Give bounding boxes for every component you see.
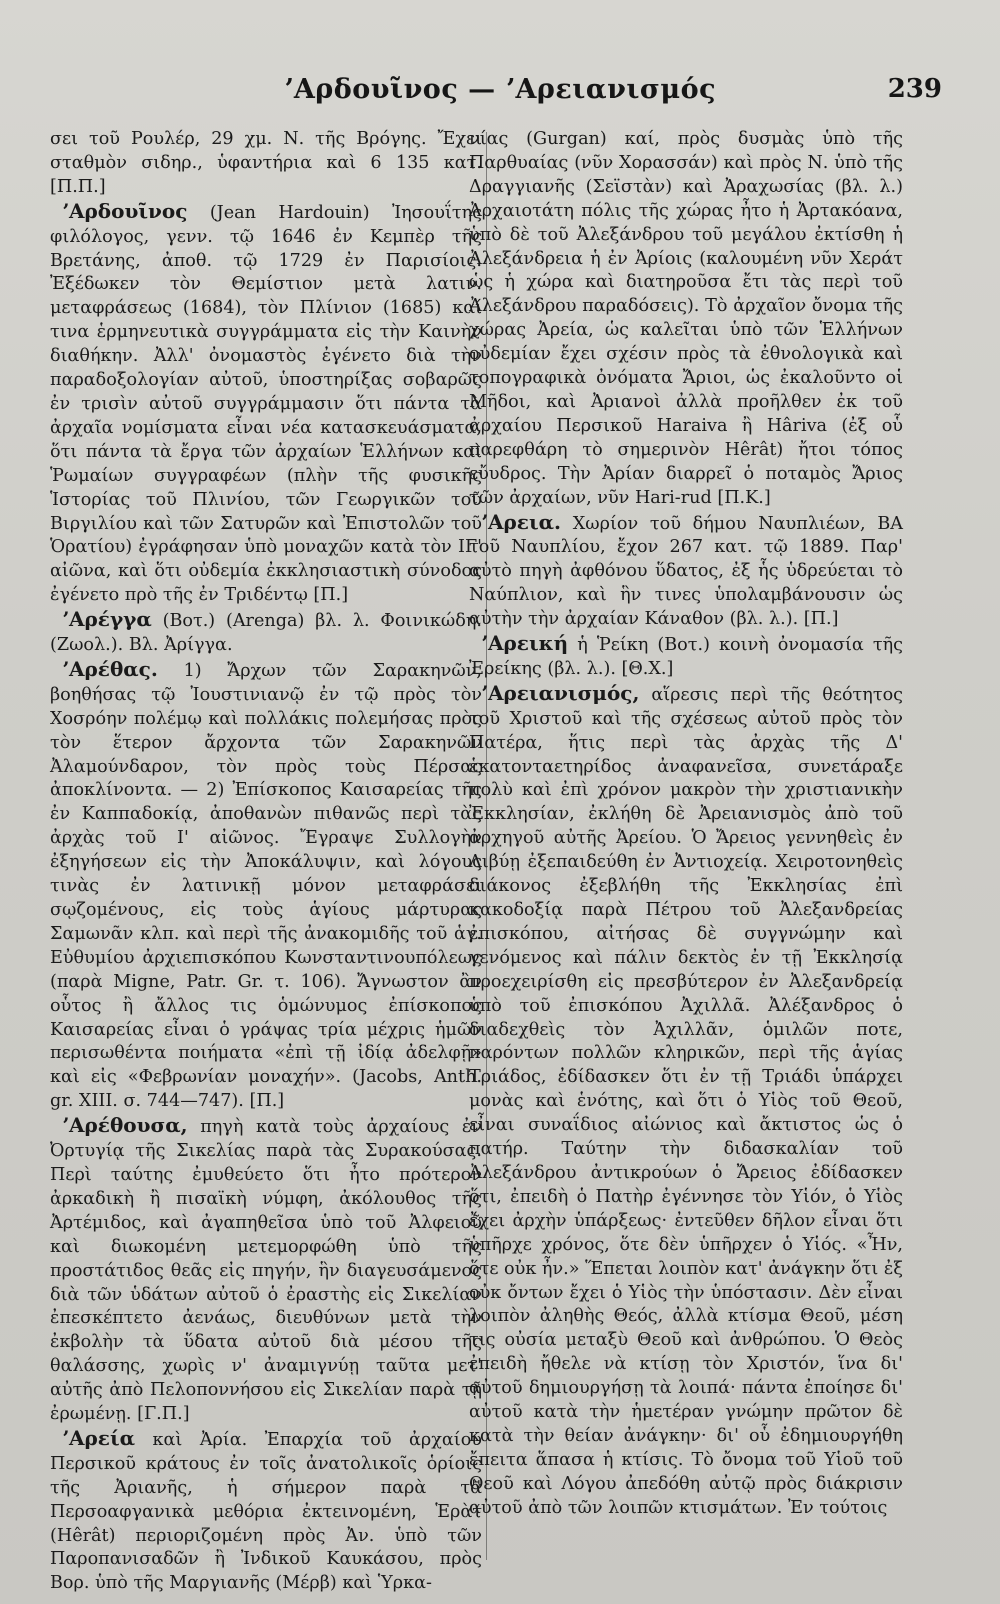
entry-headword: ʼΑρδουῖνος [62, 198, 188, 223]
entry-text: ἡ Ῥείκη (Βοτ.) κοινὴ ὀνομασία τῆς Ἐρείκης (βλ. λ.). [Θ.Χ.] [469, 635, 903, 679]
page-header [40, 74, 960, 110]
entry-headword: ʼΑρειανισμός, [481, 680, 640, 705]
running-head: ʼΑρδουῖνος — ʼΑρειανισμός [283, 74, 717, 105]
dictionary-entry [469, 511, 903, 633]
entry-headword: ʼΑρέγγα [62, 607, 152, 632]
entry-text: (Jean Hardouin) Ἰησουΐτης φιλόλογος, γενν. τῷ 1646 ἐν Κεμπὲρ τῆς Βρετάνης, ἀποθ. τῷ 1729 ἐν Παρισίοις. Ἐξέδωκεν τὸν Θεμίστιον μετὰ λατιν. μεταφράσεως (1684), τὸν Πλίνιον (1685) καί τινα ἑρμηνευτικὰ συγγράμματα εἰς τὴν Καινὴν διαθήκην. Ἀλλ' ὀνομαστὸς ἐγένετο διὰ τὴν παραδοξολογίαν αὐτοῦ, ὑποστηρίξας σοβαρῶς ἐν τρισὶν αὐτοῦ συγγράμμασιν ὅτι πάντα τὰ ἀρχαῖα νομίσματα εἶναι νέα κατασκευάσματα, ὅτι πάντα τὰ ἔργα τῶν ἀρχαίων Ἑλλήνων καὶ Ῥωμαίων συγγραφέων (πλὴν τῆς φυσικῆς Ἱστορίας τοῦ Πλινίου, τῶν Γεωργικῶν τοῦ Βιργιλίου καὶ τῶν Σατυρῶν καὶ Ἐπιστολῶν τοῦ Ὁρατίου) ἐγράφησαν ὑπὸ μοναχῶν κατὰ τὸν ΙΓ' αἰῶνα, καὶ ὅτι οὐδεμία ἐκκλησιαστικὴ σύνοδος ἐγένετο πρὸ τῆς ἐν Τριδέντῳ [Π.] [50, 202, 483, 606]
entry-text: πηγὴ κατὰ τοὺς ἀρχαίους ἐν Ὀρτυγίᾳ τῆς Σικελίας παρὰ τὰς Συρακούσας. Περὶ ταύτης ἐμυθεύετο ὅτι ἦτο πρότερον ἀρκαδικὴ ἢ πισαϊκὴ νύμφη, ἀκόλουθος τῆς Ἀρτέμιδος, καὶ ἀγαπηθεῖσα ὑπὸ τοῦ Ἀλφειοῦ καὶ διωκομένη μετεμορφώθη ὑπὸ τῆς προστάτιδος θεᾶς εἰς πηγήν, ἣν διαγευσάμενος διὰ τῶν ὑδάτων αὐτοῦ ὁ ἐραστὴς εἰς Σικελίαν ἐπεσκέπτετο ἀενάως, διευθύνων μετὰ τὴν ἐκβολὴν τὰ ὕδατα αὐτοῦ διὰ μέσου τῆς θαλάσσης, χωρὶς ν' ἀναμιγνύῃ ταῦτα μετ' αὐτῆς ἀπὸ Πελοποννήσου εἰς Σικελίαν παρὰ τῇ ἐρωμένῃ. [Γ.Π.] [50, 1117, 483, 1425]
entry-text: 1) Ἄρχων τῶν Σαρακηνῶν, βοηθήσας τῷ Ἰουστινιανῷ ἐν τῷ πρὸς τὸν Χοσρόην πολέμῳ καὶ πολλάκις πολεμήσας πρὸς τὸν ἕτερον ἄρχοντα τῶν Σαρακηνῶν Ἀλαμούνδαρον, τὸν πρὸς τοὺς Πέρσας ἀποκλίνοντα. — 2) Ἐπίσκοπος Καισαρείας τῆς ἐν Καππαδοκίᾳ, ἀποθανὼν πιθανῶς περὶ τὰς ἀρχὰς τοῦ Ι' αἰῶνος. Ἔγραψε Συλλογὴν ἐξηγήσεων εἰς τὴν Ἀποκάλυψιν, καὶ λόγους τινὰς ἐν λατινικῇ μόνον μεταφράσει σῳζομένους, εἰς τοὺς ἁγίους μάρτυρας Σαμωνᾶν κλπ. καὶ περὶ τῆς ἀνακομιδῆς τοῦ ἁγ. Εὐθυμίου ἀρχιεπισκόπου Κωνσταντινουπόλεως (παρὰ Migne, Patr. Gr. τ. 106). Ἄγνωστον ἂν οὗτος ἢ ἄλλος τις ὁμώνυμος ἐπίσκοπος Καισαρείας εἶναι ὁ γράψας τρία μέχρις ἡμῶν περισωθέντα ποιήματα «ἐπὶ τῇ ἰδίᾳ ἀδελφῇ» καὶ εἰς «Φεβρωνίαν μοναχήν». (Jacobs, Anth. gr. XIII. σ. 744—747). [Π.] [50, 660, 482, 1112]
entry-text: (Βοτ.) (Arenga) βλ. λ. Φοινικώδη. (Ζωολ.). Βλ. Ἀρίγγα. [50, 611, 482, 656]
dictionary-entry [469, 632, 903, 682]
dictionary-entry [50, 200, 482, 608]
entry-headword: ʼΑρεική [481, 631, 569, 656]
continued-entry-text: σει τοῦ Ρουλέρ, 29 χμ. Ν. τῆς Βρόγης. Ἔχει σταθμὸν σιδηρ., ὑφαντήρια καὶ 6 135 κατ. [Π.Π.] [50, 129, 482, 197]
dictionary-entry [469, 682, 903, 1521]
left-column [50, 128, 482, 1596]
entry-headword: ʼΑρέθουσα, [62, 1113, 188, 1138]
page-number: 239 [887, 74, 942, 104]
entry-headword: ʼΑρεια. [481, 509, 561, 534]
entry-text: Χωρίον τοῦ δήμου Ναυπλιέων, ΒΑ τοῦ Ναυπλίου, ἔχον 267 κατ. τῷ 1889. Παρ' αὐτὸ πηγὴ ἀφθόνου ὕδατος, ἐξ ἧς ὑδρεύεται τὸ Ναύπλιον, καὶ ἣν τινες ὑπολαμβάνουσιν ὡς αὐτὴν τὴν ἀρχαίαν Κάναθον (βλ. λ.). [Π.] [469, 513, 904, 630]
entry-text: καὶ Ἀρία. Ἐπαρχία τοῦ ἀρχαίου Περσικοῦ κράτους ἐν τοῖς ἀνατολικοῖς ὁρίοις τῆς Ἀριανῆς, ἡ σήμερον παρὰ τὰ Περσοαφγανικὰ μεθόρια ἐκτεινομένη, Ἑρὰτ (Hêrât) περιοριζομένη πρὸς Ἀν. ὑπὸ τῶν Παροπανισαδῶν ἢ Ἰνδικοῦ Καυκάσου, πρὸς Βορ. ὑπὸ τῆς Μαργιανῆς (Μέρβ) καὶ Ὑρκα- [50, 1429, 482, 1594]
dictionary-entry [50, 658, 482, 1114]
dictionary-entry [50, 1114, 482, 1427]
continued-entry-text: νίας (Gurgan) καί, πρὸς δυσμὰς ὑπὸ τῆς Παρθυαίας (νῦν Χορασσάν) καὶ πρὸς Ν. ὑπὸ τῆς Δραγγιανῆς (Σεϊστὰν) καὶ Ἀραχωσίας (βλ. λ.) Ἀρχαιοτάτη πόλις τῆς χώρας ἦτο ἡ Ἀρτακόανα, ὑπὸ δὲ τοῦ Ἀλεξάνδρου τοῦ μεγάλου ἐκτίσθη ἡ Ἀλεξάνδρεια ἡ ἐν Ἀρίοις (καλουμένη νῦν Χεράτ ὡς ἡ χώρα καὶ διατηροῦσα ἔτι τὰς περὶ τοῦ Ἀλεξάνδρου παραδόσεις). Τὸ ἀρχαῖον ὄνομα τῆς χώρας Ἀρεία, ὡς καλεῖται ὑπὸ τῶν Ἑλλήνων οὐδεμίαν ἔχει σχέσιν πρὸς τὰ ἐθνολογικὰ καὶ τοπογραφικὰ ὀνόματα Ἄριοι, ὡς ἐκαλοῦντο οἱ Μῆδοι, καὶ Ἀριανοὶ ἀλλὰ προῆλθεν ἐκ τοῦ ἀρχαίου Περσικοῦ Haraiva ἢ Hâriva (ἐξ οὗ παρεφθάρη τὸ σημερινὸν Hêrât) ἤτοι τόπος εὔυδρος. Τὴν Ἀρίαν διαρρεῖ ὁ ποταμὸς Ἄριος τῶν ἀρχαίων, νῦν Hari-rud [Π.Κ.] [469, 129, 903, 508]
right-column [469, 128, 903, 1521]
dictionary-entry [50, 1427, 482, 1596]
entry-text: αἵρεσις περὶ τῆς θεότητος τοῦ Χριστοῦ καὶ τῆς σχέσεως αὐτοῦ πρὸς τὸν Πατέρα, ἥτις περὶ τὰς ἀρχὰς τῆς Δ' ἑκατονταετηρίδος ἀναφανεῖσα, συνετάραξε πολὺ καὶ ἐπὶ χρόνον μακρὸν τὴν χριστιανικὴν Ἐκκλησίαν, ἐκλήθη δὲ Ἀρειανισμὸς ἀπὸ τοῦ ἀρχηγοῦ αὐτῆς Ἀρείου. Ὁ Ἄρειος γεννηθεὶς ἐν Λιβύῃ ἐξεπαιδεύθη ἐν Ἀντιοχείᾳ. Χειροτονηθεὶς διάκονος ἐξεβλήθη τῆς Ἐκκλησίας ἐπὶ κακοδοξίᾳ παρὰ Πέτρου τοῦ Ἀλεξανδρείας ἐπισκόπου, αἰτήσας δὲ συγγνώμην καὶ γενόμενος καὶ πάλιν δεκτὸς ἐν τῇ Ἐκκλησίᾳ προεχειρίσθη εἰς πρεσβύτερον ἐν Ἀλεξανδρείᾳ ὑπὸ τοῦ ἐπισκόπου Ἀχιλλᾶ. Ἀλέξανδρος ὁ διαδεχθεὶς τὸν Ἀχιλλᾶν, ὁμιλῶν ποτε, παρόντων πολλῶν κληρικῶν, περὶ τῆς ἁγίας Τριάδος, ἐδίδασκεν ὅτι ἐν τῇ Τριάδι ὑπάρχει μονὰς καὶ ἑνότης, καὶ ὅτι ὁ Υἱὸς τοῦ Θεοῦ, εἶναι συναΐδιος αἰώνιος καὶ ἄκτιστος ὡς ὁ πατήρ. Ταύτην τὴν διδασκαλίαν τοῦ Ἀλεξάνδρου ἀντικρούων ὁ Ἄρειος ἐδίδασκεν ὅτι, ἐπειδὴ ὁ Πατὴρ ἐγέννησε τὸν Υἱόν, ὁ Υἱὸς ἔχει ἀρχὴν ὑπάρξεως· ἐντεῦθεν δῆλον εἶναι ὅτι ὑπῆρχε χρόνος, ὅτε δὲν ὑπῆρχεν ὁ Υἱός. «Ἦν, ὅτε οὐκ ἦν.» Ἕπεται λοιπὸν κατ' ἀνάγκην ὅτι ἐξ οὐκ ὄντων ἔχει ὁ Υἱὸς τὴν ὑπόστασιν. Δὲν εἶναι λοιπὸν ἀληθὴς Θεός, ἀλλὰ κτίσμα Θεοῦ, μέση τις οὐσία μεταξὺ Θεοῦ καὶ ἀνθρώπου. Ὁ Θεὸς ἐπειδὴ ἤθελε νὰ κτίσῃ τὸν Χριστόν, ἵνα δι' αὐτοῦ δημιουργήσῃ τὰ λοιπά· πάντα ἐποίησε δι' αὐτοῦ κατὰ τὴν ἡμετέραν γνώμην πρῶτον δὲ κατὰ τὴν θείαν ἀνάγκην· δι' οὗ ἐδημιουργήθη ἔπειτα ἅπασα ἡ κτίσις. Τὸ ὄνομα τοῦ Υἱοῦ τοῦ Θεοῦ καὶ Λόγου ἀπεδόθη αὐτῷ πρὸς διάκρισιν αὐτοῦ ἀπὸ τῶν λοιπῶν κτισμάτων. Ἐν τούτοις [469, 684, 904, 1518]
entry-headword: ʼΑρέθας. [62, 656, 158, 681]
entry-headword: ʼΑρεία [62, 1425, 136, 1450]
dictionary-entry [50, 608, 482, 658]
